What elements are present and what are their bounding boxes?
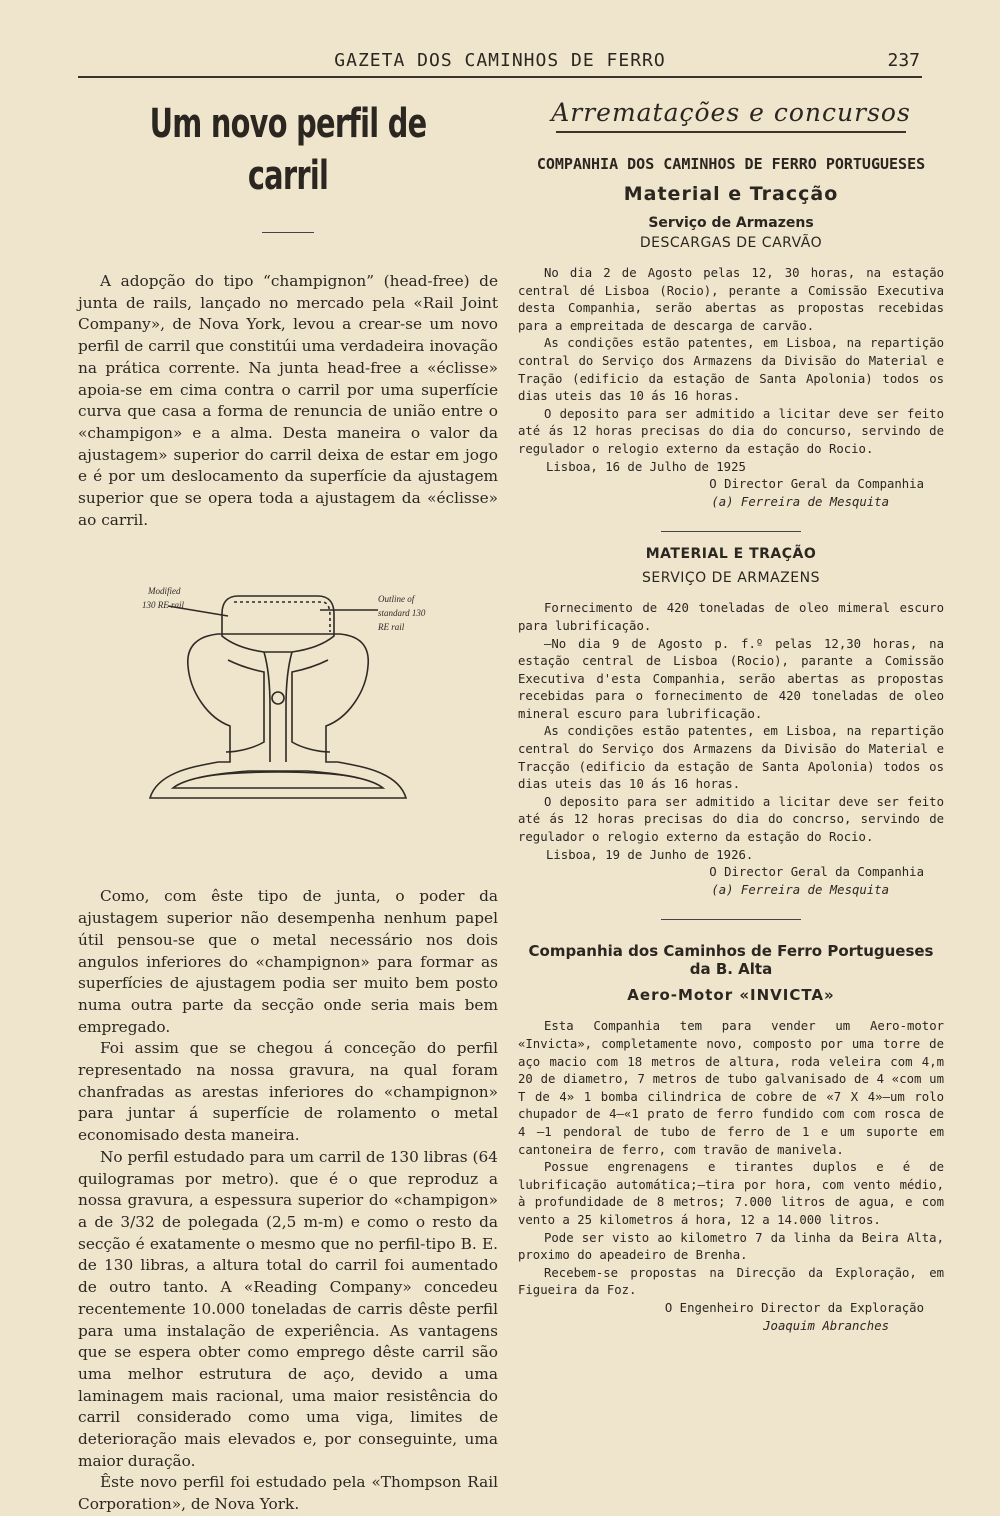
notice-paragraph: Recebem-se propostas na Direcção da Exploração, em Figueira da Foz. bbox=[518, 1265, 944, 1298]
article-paragraph: Foi assim que se chegou á conceção do perfil representado na nossa gravura, na qual foram chanfradas as arestas inferiores do «champignon» para juntar á superfície de rolamento o metal economisado desta maneira. bbox=[78, 1039, 498, 1145]
right-column bbox=[518, 80, 944, 1335]
article-paragraph: A adopção do tipo “champignon” (head-free) de junta de rails, lançado no mercado pela «Rail Joint Company», de Nova York, levou a crear-se um novo perfil de carril que constitúi uma verdadeira inovação na prática corrente. Na junta head-free a «éclisse» apoia-se em cima contra o carril por uma superfície curva que casa a forma de renuncia de união entre o «champigon» e a alma. Desta maneira o valor da ajustagem» superior do carril deixa de estar em jogo e é por um deslocamento da superfície da ajustagem superior que se opera toda a ajustagem da «éclisse» ao carril. bbox=[78, 272, 498, 529]
notice-paragraph: Fornecimento de 420 toneladas de oleo mimeral escuro para lubrificação. bbox=[518, 601, 944, 633]
notice-paragraph: O deposito para ser admitido a licitar deve ser feito até ás 12 horas precisas do dia do concrso, servindo de regulador o relogio externo da estação do Rocio. bbox=[518, 794, 944, 845]
figure-label: standard 130 bbox=[378, 608, 426, 619]
notice-signatory-title: O Director Geral da Companhia bbox=[709, 477, 924, 492]
notice-signatory-name: Joaquim Abranches bbox=[763, 1318, 889, 1333]
figure-label: Outline of bbox=[378, 594, 415, 605]
title-divider bbox=[262, 232, 314, 233]
notice-subject: Aero-Motor «INVICTA» bbox=[627, 986, 835, 1005]
notice-company: COMPANHIA DOS CAMINHOS DE FERRO PORTUGUESES bbox=[536, 155, 926, 173]
article-paragraph: Como, com êste tipo de junta, o poder da ajustagem superior não desempenha nenhum papel útil pensou-se que o metal necessário nos dois angulos inferiores do «champignon» para formar as superfícies de ajustagem podia ser muito bem posto numa outra parte da secção onde seria mais bem empregado. bbox=[78, 887, 498, 1036]
figure-label: RE rail bbox=[378, 622, 405, 633]
article-paragraph: No perfil estudado para um carril de 130 libras (64 quilogramas por metro). que é o que reproduz a nossa gravura, a espessura superior do «champigon» a de 3/32 de polegada (2,5 m-m) e como o resto da secção é exatamente o mesmo que no perfil-tipo B. E. de 130 libras, a altura total do carril foi aumentado de outro tanto. A «Reading Company» concedeu recentemente 10.000 toneladas de carris dêste perfil para uma instalação de experiência. As vantagens que se espera obter como emprego dêste carril são uma melhor estrutura de aço, devido a uma laminagem mais racional, uma maior resistência do carril considerado como uma viga, limites de deterioração mais elevados e, por conseguinte, uma maior duração. bbox=[78, 1147, 498, 1470]
notice-paragraph: No dia 2 de Agosto pelas 12, 30 horas, na estação central dé Lisboa (Rocio), perante a Comissão Executiva desta Companhia, serão abertas as propostas recebidas para a empreitada de descarga de carvão. bbox=[518, 266, 944, 333]
article-paragraph: Êste novo perfil foi estudado pela «Thompson Rail Corporation», de Nova York. bbox=[78, 1473, 498, 1514]
notice-paragraph: As condições estão patentes, em Lisboa, na repartição contral do Serviço dos Armazens da Divisão do Material e Tração (edificio da estação de Santa Apolonia) todos os dias uteis das 10 ás 16 horas. bbox=[518, 336, 944, 404]
notice-service: Serviço de Armazens bbox=[648, 215, 814, 231]
notice-signatory-title: O Engenheiro Director da Exploração bbox=[664, 1300, 924, 1315]
notice-divider bbox=[661, 919, 801, 920]
notice-subject: DESCARGAS DE CARVÃO bbox=[639, 235, 823, 251]
notice-date: Lisboa, 16 de Julho de 1925 bbox=[546, 459, 746, 474]
notice-service: SERVIÇO DE ARMAZENS bbox=[642, 570, 820, 587]
page-header bbox=[78, 50, 922, 78]
notice-divider bbox=[661, 531, 801, 532]
article-title: Um novo perfil de carril bbox=[149, 101, 427, 199]
notice-signatory-name: (a) Ferreira de Mesquita bbox=[711, 494, 889, 509]
notice-paragraph: —No dia 9 de Agosto p. f.º pelas 12,30 horas, na estação central de Lisboa (Rocio), parante a Comissão Executiva d'esta Companhia, serão abertas as propostas recebidas para o fornecimento de 420 toneladas de oleo mineral escuro para lubrificação. bbox=[518, 636, 944, 721]
notice-paragraph: Esta Companhia tem para vender um Aero-motor «Invicta», completamente novo, composto por uma torre de aço macio com 18 metros de altura, roda veleira com 4,m 20 de diametro, 7 metros de tubo galvanisado de 4 «com um T de 4» 1 bomba cilindrica de cobre de «7 X 4»—um rolo chupador de 4—«1 prato de ferro fundido com com rosca de 4 —1 pendoral de tubo de ferro de 1 e um suporte em cantoneira de ferro, com travão de manivela. bbox=[518, 1019, 944, 1157]
notice-signatory-name: (a) Ferreira de Mesquita bbox=[711, 882, 889, 897]
notice-department: MATERIAL E TRAÇÃO bbox=[645, 546, 817, 563]
notice-descargas bbox=[518, 155, 944, 511]
section-title-underline bbox=[556, 131, 906, 133]
section-title: Arrematações e concursos bbox=[551, 98, 911, 127]
rail-profile-drawing bbox=[78, 566, 498, 866]
notice-paragraph: O deposito para ser admitido a licitar deve ser feito até ás 12 horas precisas do dia do concurso, servindo de regulador o relogio externo da estação do Rocio. bbox=[518, 406, 944, 456]
figure-label: 130 RE rail bbox=[142, 600, 184, 611]
publication-title: GAZETA DOS CAMINHOS DE FERRO bbox=[334, 50, 666, 71]
page-number: 237 bbox=[887, 50, 920, 71]
notice-date: Lisboa, 19 de Junho de 1926. bbox=[546, 847, 754, 862]
notice-paragraph: Possue engrenagens e tirantes duplos e é de lubrificação automática;—tira por hora, com vento médio, à profundidade de 8 metros; 7.000 litros de agua, e com vento a 25 kilometros á hora, 12 a 14.000 litros. bbox=[518, 1160, 944, 1227]
rail-profile-figure bbox=[78, 566, 498, 866]
notice-signatory-title: O Director Geral da Companhia bbox=[709, 865, 924, 880]
figure-label: Modified bbox=[148, 586, 181, 597]
notice-company: Companhia dos Caminhos de Ferro Portugueses da B. Alta bbox=[528, 942, 934, 979]
notice-paragraph: As condições estão patentes, em Lisboa, na repartição central do Serviço dos Armazens da Divisão do Material e Tracção (edificio da estação de Santa Apolonia) todos os dias uteis das 10 ás 16 horas. bbox=[518, 724, 944, 792]
notice-department: Material e Tracção bbox=[623, 183, 839, 205]
left-column bbox=[78, 80, 498, 1516]
notice-oleo bbox=[518, 546, 944, 899]
notice-aeromotor bbox=[518, 942, 944, 1335]
notice-paragraph: Pode ser visto ao kilometro 7 da linha da Beira Alta, proximo do apeadeiro de Brenha. bbox=[518, 1230, 944, 1263]
